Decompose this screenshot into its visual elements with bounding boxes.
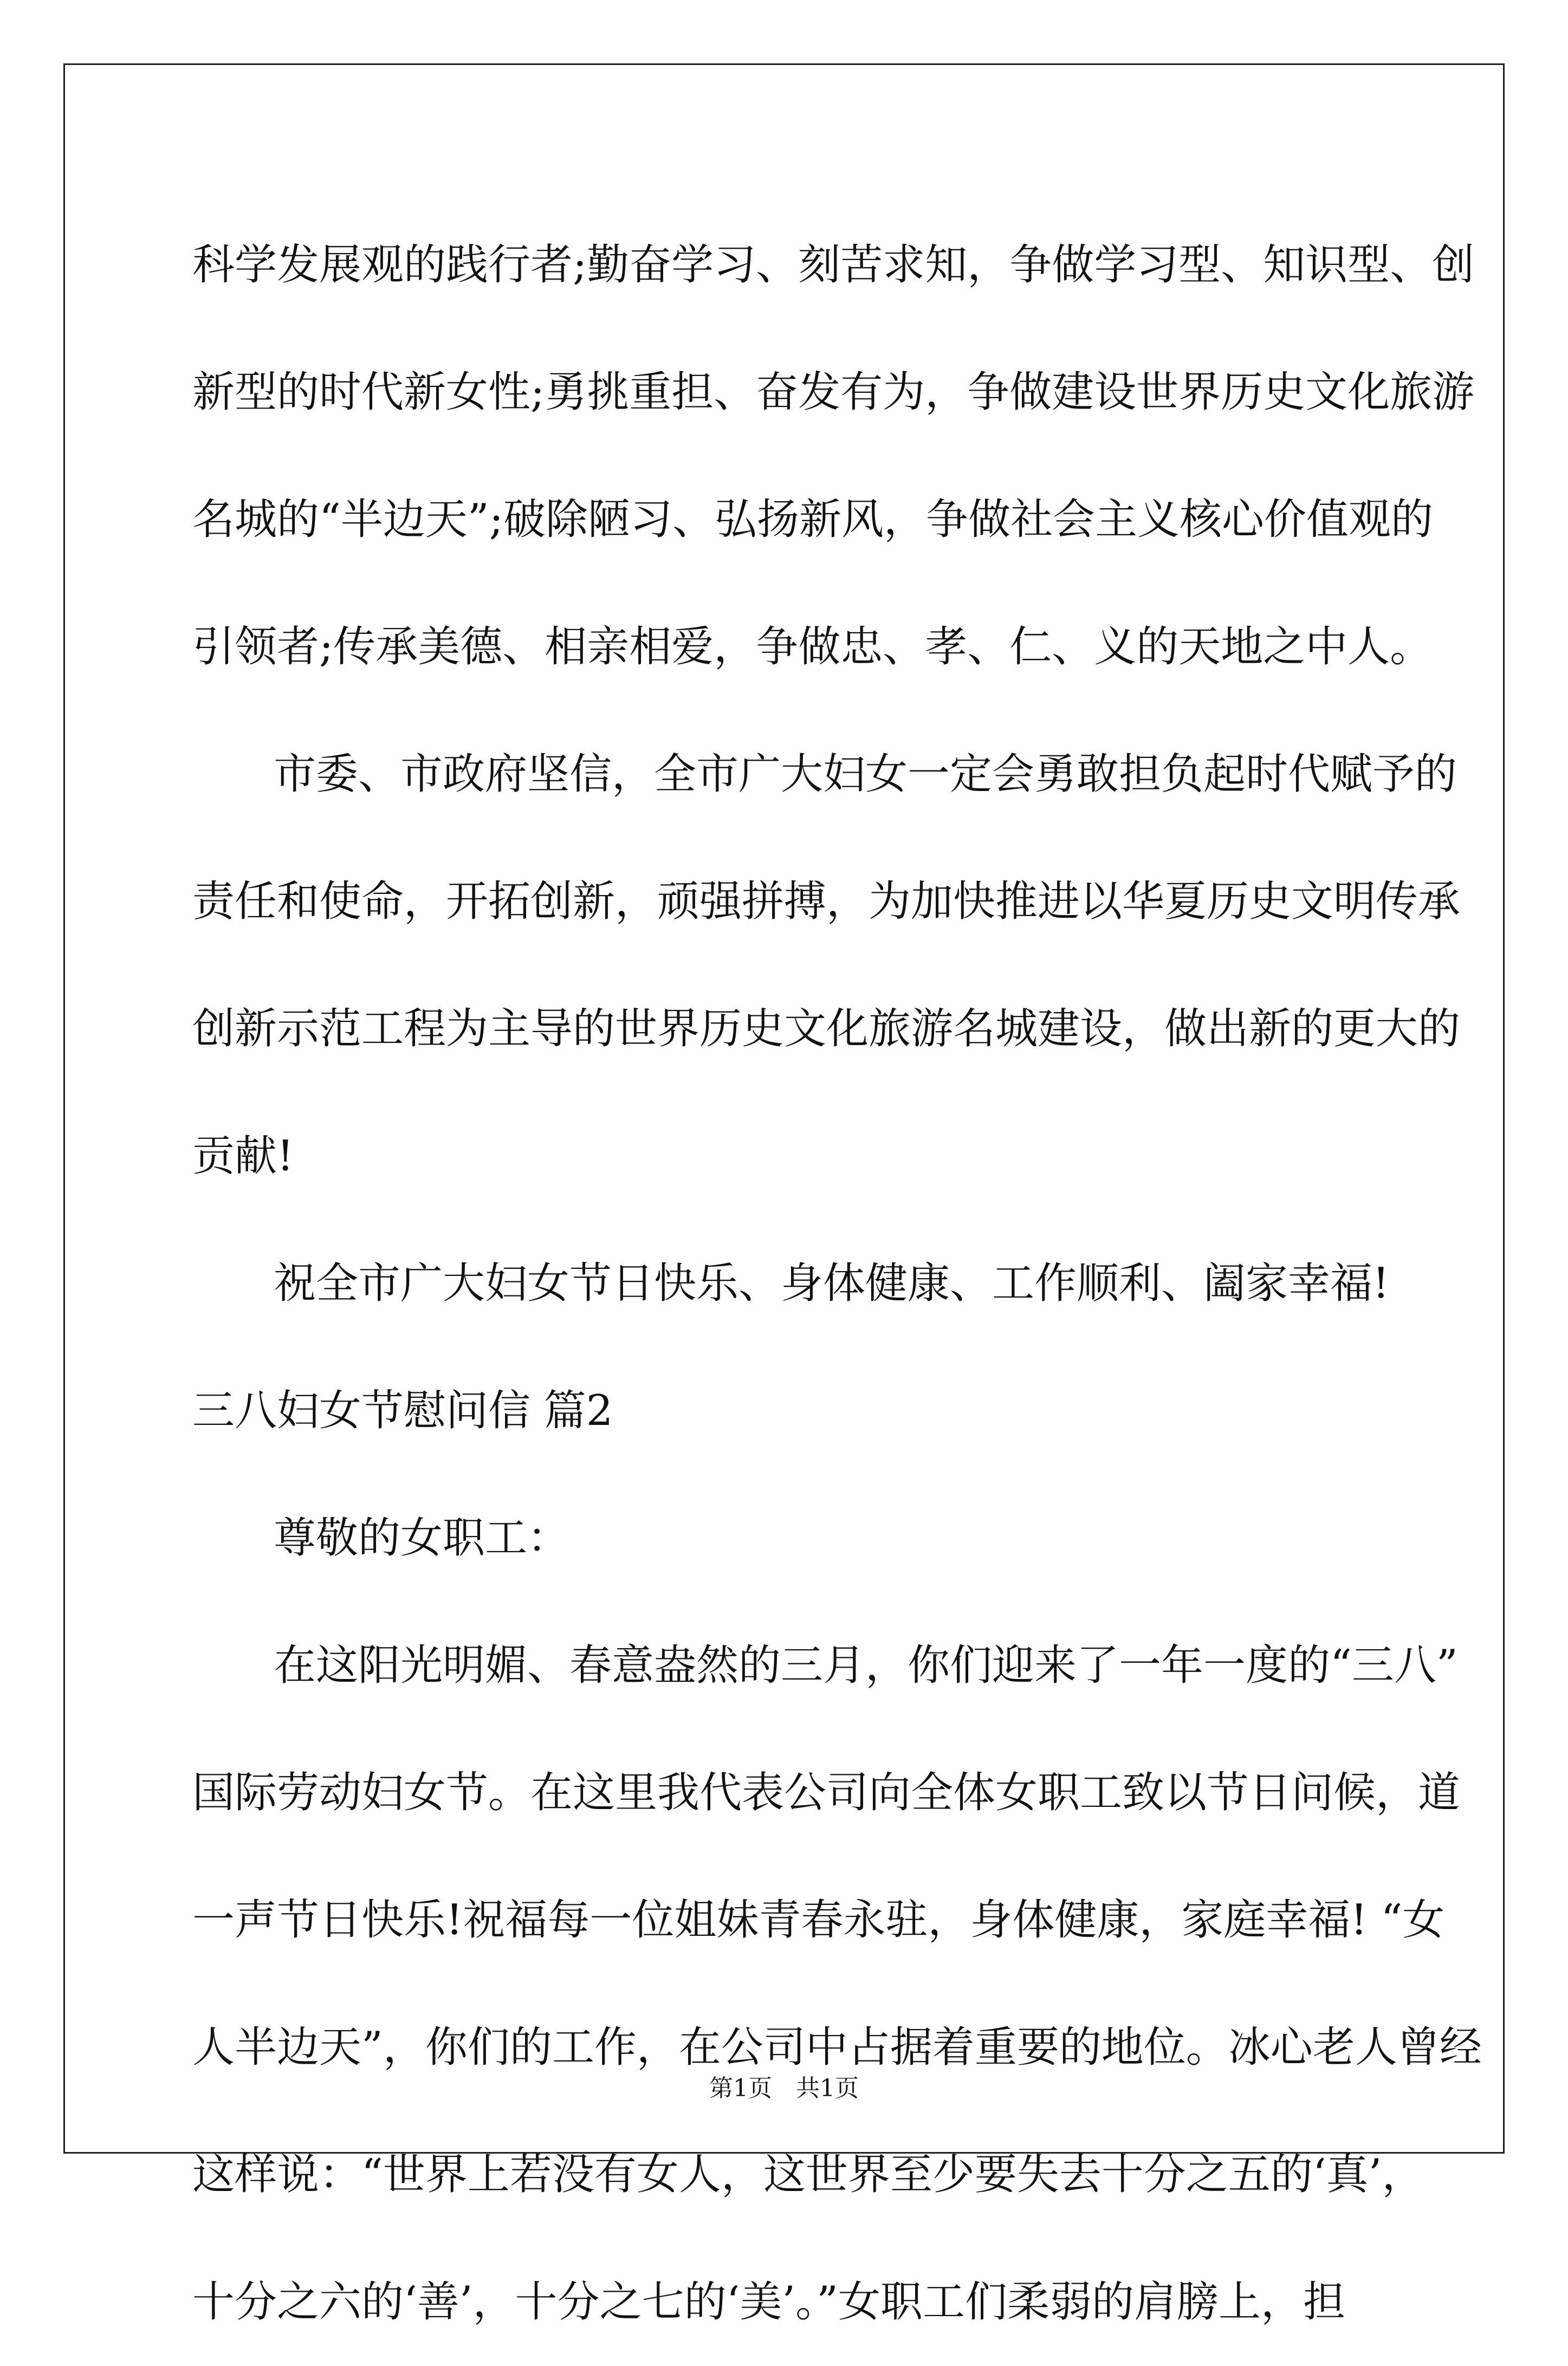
text-line: 祝全市广大妇女节日快乐、身体健康、工作顺利、阖家幸福! (274, 1259, 1390, 1308)
text-line: 贡献! (192, 1132, 294, 1181)
text-line: 名城的“半边天”;破除陋习、弘扬新风，争做社会主义核心价值观的 (192, 495, 1434, 544)
text-line: 新型的时代新女性;勇挑重担、奋发有为，争做建设世界历史文化旅游 (192, 368, 1475, 417)
text-line: 创新示范工程为主导的世界历史文化旅游名城建设，做出新的更大的 (192, 1004, 1461, 1053)
page-footer: 第1页 共1页 (709, 2075, 859, 2102)
text-line: 人半边天”，你们的工作，在公司中占据着重要的地位。冰心老人曾经 (192, 2023, 1482, 2072)
text-line: 责任和使命，开拓创新，顽强拼搏，为加快推进以华夏历史文明传承 (192, 877, 1461, 926)
text-line: 十分之六的‘善’，十分之七的‘美’。”女职工们柔弱的肩膀上，担 (192, 2278, 1346, 2326)
text-line: 引领者;传承美德、相亲相爱，争做忠、孝、仁、义的天地之中人。 (192, 623, 1433, 671)
text-line: 科学发展观的践行者;勤奋学习、刻苦求知，争做学习型、知识型、创 (192, 241, 1475, 289)
document-body (192, 202, 1482, 2366)
text-line: 一声节日快乐!祝福每一位姐妹青春永驻，身体健康，家庭幸福! “女 (192, 1896, 1445, 1944)
text-line: 国际劳动妇女节。在这里我代表公司向全体女职工致以节日问候，道 (192, 1768, 1461, 1817)
text-line: 在这阳光明媚、春意盎然的三月，你们迎来了一年一度的“三八” (274, 1641, 1458, 1690)
text-line: 这样说：“世界上若没有女人，这世界至少要失去十分之五的‘真’， (192, 2150, 1424, 2199)
text-line: 三八妇女节慰问信 篇2 (192, 1386, 613, 1435)
text-line: 市委、市政府坚信，全市广大妇女一定会勇敢担负起时代赋予的 (274, 750, 1457, 799)
text-line: 尊敬的女职工： (274, 1514, 570, 1563)
